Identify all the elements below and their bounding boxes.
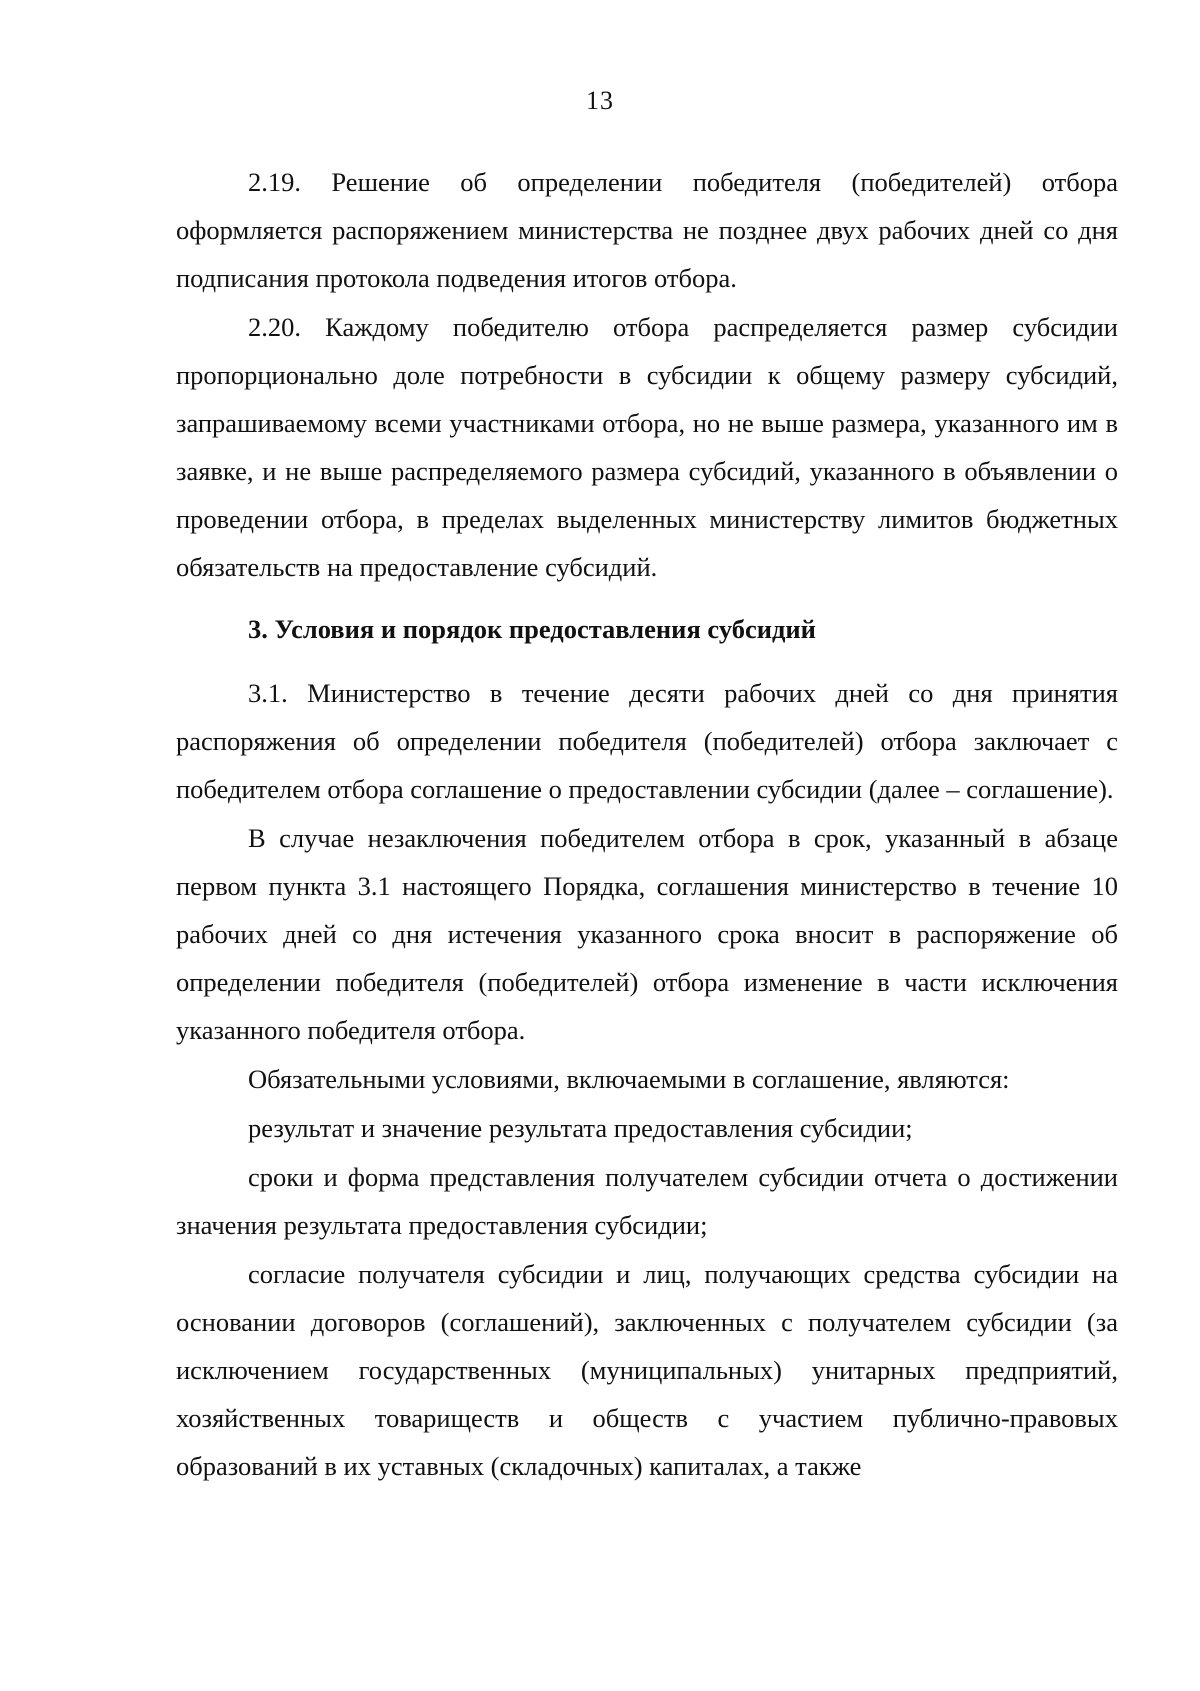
paragraph-report-terms: сроки и форма представления получателем субсидии отчета о достижении значения результата предоставления субсидии;	[176, 1162, 1118, 1240]
paragraph-2-19: 2.19. Решение об определении победителя (победителей) отбора оформляется распоряжением министерства не позднее двух рабочих дней со дня подписания протокола подведения итогов отбора.	[176, 167, 1118, 293]
page-number: 13	[586, 86, 614, 115]
paragraph-3-1-non-conclusion: В случае незаключения победителем отбора в срок, указанный в абзаце первом пункта 3.1 настоящего Порядка, соглашения министерство в течение 10 рабочих дней со дня истечения указанного срока вносит в распоряжение об определении победителя (победителей) отбора изменение в части исключения указанного победителя отбора.	[176, 823, 1118, 1045]
paragraph-2-20: 2.20. Каждому победителю отбора распределяется размер субсидии пропорционально доле потребности в субсидии к общему размеру субсидий, запрашиваемому всеми участниками отбора, но не выше размера, указанного им в заявке, и не выше распределяемого размера субсидий, указанного в объявлении о проведении отбора, в пределах выделенных министерству лимитов бюджетных обязательств на предоставление субсидий.	[176, 312, 1118, 582]
paragraph-3-1: 3.1. Министерство в течение десяти рабочих дней со дня принятия распоряжения об определении победителя (победителей) отбора заключает с победителем отбора соглашение о предоставлении субсидии (далее – соглашение).	[176, 678, 1118, 804]
paragraph-mandatory-conditions: Обязательными условиями, включаемыми в соглашение, являются:	[248, 1064, 1010, 1094]
paragraph-consent: согласие получателя субсидии и лиц, получающих средства субсидии на основании договоров (соглашений), заключенных с получателем субсидии (за исключением государственных (муниципальных) унитарных предприятий, хозяйственных товариществ и обществ с участием публично-правовых образований в их уставных (складочных) капиталах, а также	[176, 1259, 1118, 1481]
paragraph-result-value: результат и значение результата предоставления субсидии;	[248, 1113, 913, 1143]
section-3-heading: 3. Условия и порядок предоставления субсидий	[248, 614, 816, 644]
document-body	[176, 158, 1118, 1491]
